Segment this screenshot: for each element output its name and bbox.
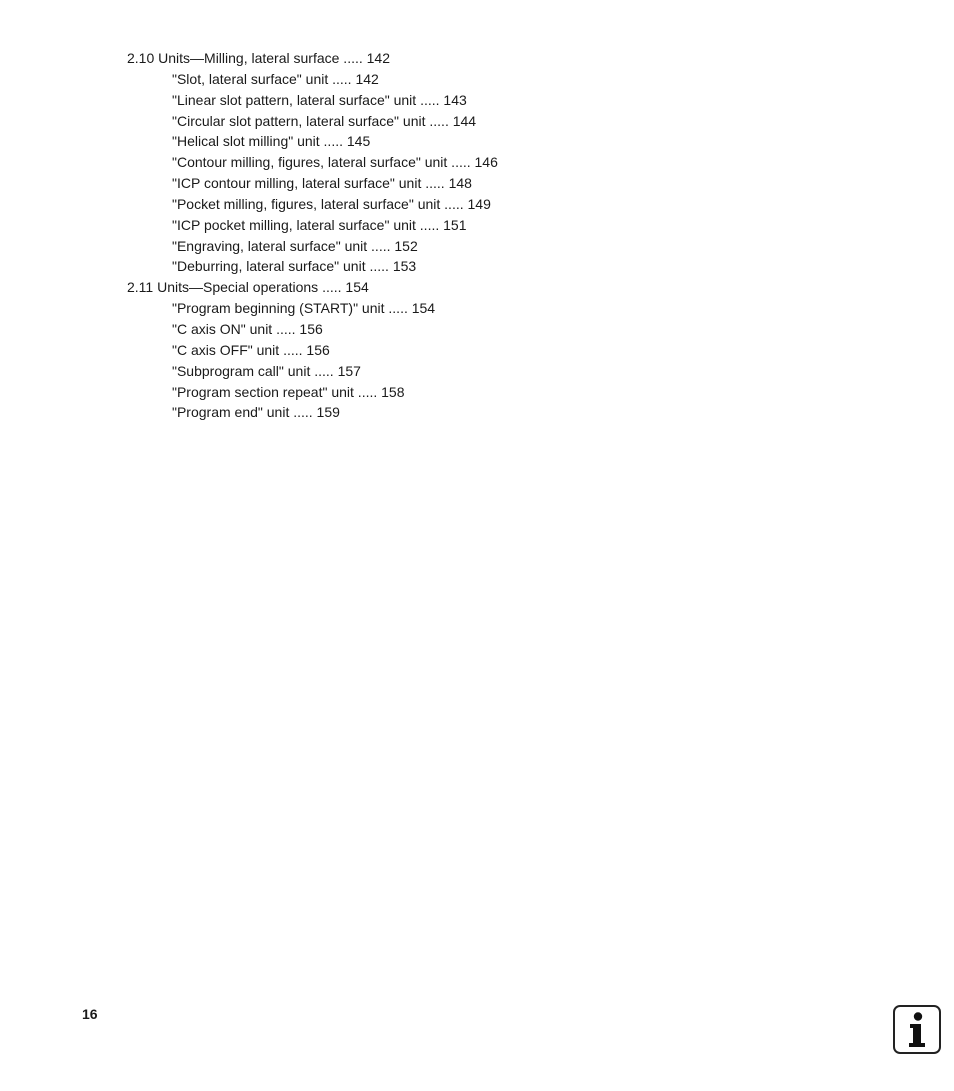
toc-entry[interactable]: "Contour milling, figures, lateral surface" unit ..... 146 bbox=[172, 154, 498, 171]
toc-entry[interactable]: "Program section repeat" unit ..... 158 bbox=[172, 383, 405, 400]
toc-entry[interactable]: "C axis OFF" unit ..... 156 bbox=[172, 341, 330, 358]
toc-entry[interactable]: 2.11 Units—Special operations ..... 154 bbox=[127, 279, 369, 296]
page-number: 16 bbox=[82, 1006, 98, 1022]
toc-entry[interactable]: "Program beginning (START)" unit ..... 154 bbox=[172, 300, 436, 317]
info-icon bbox=[893, 1005, 941, 1054]
toc-entry[interactable]: "Pocket milling, figures, lateral surface" unit ..... 149 bbox=[172, 195, 491, 212]
toc-entry[interactable]: 2.10 Units—Milling, lateral surface ..... 142 bbox=[127, 50, 391, 66]
table-of-contents bbox=[127, 48, 498, 423]
toc-entry[interactable]: "Circular slot pattern, lateral surface" unit ..... 144 bbox=[172, 112, 477, 129]
toc-entry[interactable]: "ICP pocket milling, lateral surface" unit ..... 151 bbox=[172, 216, 467, 233]
toc-entry[interactable]: "Subprogram call" unit ..... 157 bbox=[172, 362, 361, 379]
toc-entry[interactable]: "Deburring, lateral surface" unit ..... 153 bbox=[172, 258, 417, 275]
toc-entry[interactable]: "Helical slot milling" unit ..... 145 bbox=[172, 133, 371, 150]
toc-entry[interactable]: "ICP contour milling, lateral surface" unit ..... 148 bbox=[172, 175, 472, 192]
toc-entry[interactable]: "Program end" unit ..... 159 bbox=[172, 404, 340, 421]
toc-entry[interactable]: "Slot, lateral surface" unit ..... 142 bbox=[172, 70, 379, 87]
toc-entry[interactable]: "Linear slot pattern, lateral surface" unit ..... 143 bbox=[172, 91, 467, 108]
toc-entry[interactable]: "Engraving, lateral surface" unit ..... 152 bbox=[172, 237, 418, 254]
toc-entry[interactable]: "C axis ON" unit ..... 156 bbox=[172, 320, 323, 337]
